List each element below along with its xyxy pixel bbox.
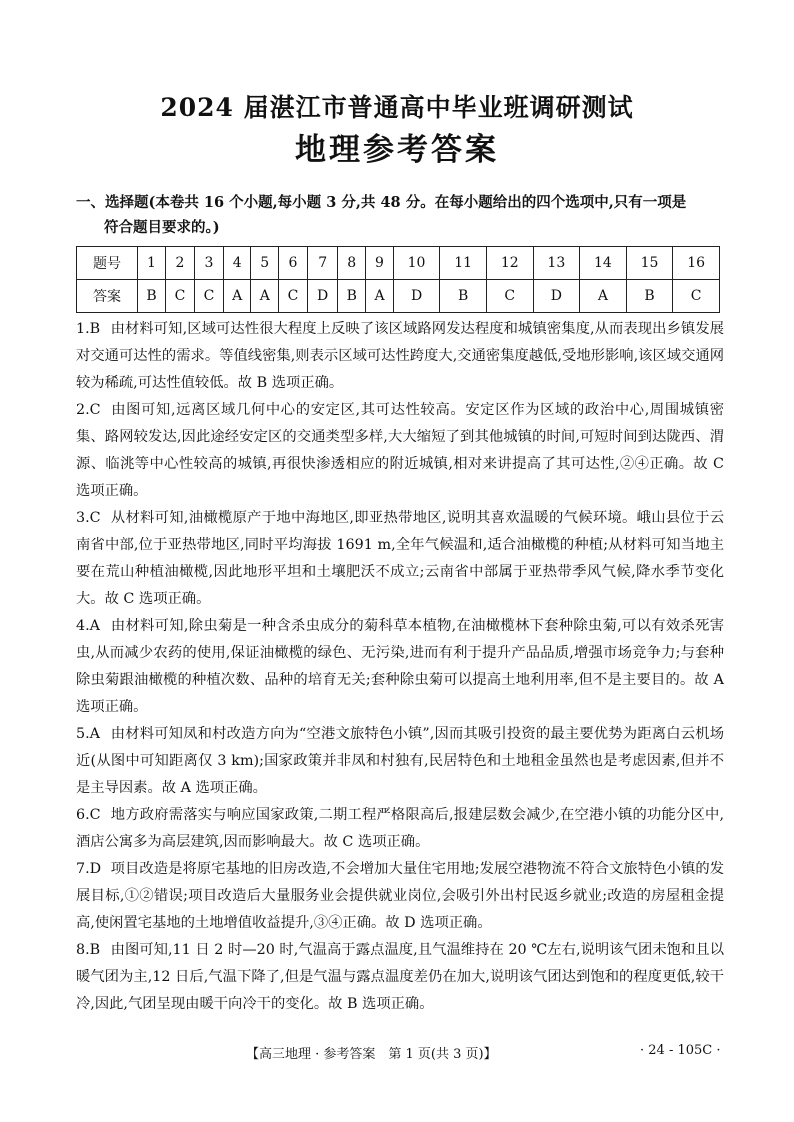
explanation-item [76,802,724,856]
item-number: 8.B [76,942,101,958]
item-text: 由材料可知,除虫菊是一种含杀虫成分的菊科草本植物,在油橄榄林下套种除虫菊,可以有效杀死害虫,从而减少农药的使用,保证油橄榄的绿色、无污染,进而有利于提升产品品质,增强市场竞争力;与套种除虫菊跟油橄榄的种植次数、品种的培育无关;套种除虫菊可以提高土地利用率,但不是主要目的。故 A 选项正确。 [76,618,724,715]
answer-cell: B [338,280,366,313]
row-label-answer: 答案 [77,280,138,313]
answer-cell: A [251,280,279,313]
question-number: 8 [338,247,366,280]
question-number: 9 [366,247,394,280]
document-subtitle: 地理参考答案 [295,132,499,168]
item-number: 1.B [76,321,101,337]
item-text: 地方政府需落实与响应国家政策,二期工程严格限高后,报建层数会减少,在空港小镇的功能分区中,酒店公寓多为高层建筑,因而影响最大。故 C 选项正确。 [76,807,724,850]
answer-cell: C [673,280,720,313]
item-text: 由材料可知,区域可达性很大程度上反映了该区域路网发达程度和城镇密集度,从而表现出乡镇发展对交通可达性的需求。等值线密集,则表示区域可达性跨度大,交通密集度越低,受地形影响,该区域交通网较为稀疏,可达性值较低。故 B 选项正确。 [76,321,724,391]
section-heading [76,190,726,240]
answer-row [77,280,720,313]
explanation-list [76,316,724,1018]
item-number: 6.C [76,807,101,823]
item-text: 从材料可知,油橄榄原产于地中海地区,即亚热带地区,说明其喜欢温暖的气候环境。峨山县位于云南省中部,位于亚热带地区,同时平均海拔 1691 m,全年气候温和,适合油橄榄的种植;从材料可知当地主要在荒山种植油橄榄,因此地形平坦和土壤肥沃不成立;云南省中部属于亚热带季风气候,降水季节变化大。故 C 选项正确。 [76,510,724,607]
explanation-item [76,316,724,397]
item-text: 由材料可知凤和村改造方向为“空港文旅特色小镇”,因而其吸引投资的最主要优势为距离白云机场近(从图中可知距离仅 3 km);国家政策并非凤和村独有,民居特色和土地租金虽然也是考虑因素,但并不是主导因素。故 A 选项正确。 [76,726,724,796]
answer-cell: B [626,280,673,313]
question-number: 7 [308,247,338,280]
answer-cell: C [486,280,533,313]
document-title: 2024 届湛江市普通高中毕业班调研测试 [160,93,634,122]
question-number: 2 [165,247,194,280]
explanation-item [76,613,724,721]
answer-cell: A [223,280,251,313]
question-number: 11 [440,247,487,280]
answer-cell: D [533,280,580,313]
item-text: 项目改造是将原宅基地的旧房改造,不会增加大量住宅用地;发展空港物流不符合文旅特色小镇的发展目标,①②错误;项目改造后大量服务业会提供就业岗位,会吸引外出村民返乡就业;改造的房屋租金提高,使闲置宅基地的土地增值收益提升,③④正确。故 D 选项正确。 [76,861,725,931]
question-number: 15 [626,247,673,280]
answer-cell: C [194,280,223,313]
question-number: 6 [279,247,308,280]
answer-cell: A [366,280,394,313]
explanation-item [76,721,724,802]
answer-cell: D [393,280,440,313]
question-number: 13 [533,247,580,280]
item-number: 5.A [76,726,100,742]
item-text: 由图可知,11 日 2 时—20 时,气温高于露点温度,且气温维持在 20 ℃左右,说明该气团未饱和且以暖气团为主,12 日后,气温下降了,但是气温与露点温度差仍在加大,说明该气团达到饱和的程度更低,较干冷,因此,气团呈现由暖干向冷干的变化。故 B 选项正确。 [76,942,725,1012]
question-number-row [77,247,720,280]
answer-cell: A [580,280,627,313]
item-number: 4.A [76,618,100,634]
row-label-question: 题号 [77,247,138,280]
item-text: 由图可知,远离区域几何中心的安定区,其可达性较高。安定区作为区域的政治中心,周围城镇密集、路网较发达,因此途经安定区的交通类型多样,大大缩短了到其他城镇的时间,可短时间到达陇西、渭源、临洮等中心性较高的城镇,再很快渗透相应的附近城镇,相对来讲提高了其可达性,②④正确。故 C 选项正确。 [76,402,724,499]
section-heading-line2: 符合题目要求的。) [104,219,220,236]
footer-code: · 24 - 105C · [640,1043,721,1058]
question-number: 4 [223,247,251,280]
question-number: 10 [393,247,440,280]
answer-cell: C [165,280,194,313]
explanation-item [76,937,724,1018]
answer-cell: D [308,280,338,313]
question-number: 14 [580,247,627,280]
answer-table [76,246,720,313]
section-heading-line1: 一、选择题(本卷共 16 个小题,每小题 3 分,共 48 分。在每小题给出的四个选项中,只有一项是 [76,194,687,211]
explanation-item [76,505,724,613]
explanation-item [76,397,724,505]
item-number: 7.D [76,861,102,877]
answer-cell: B [138,280,166,313]
item-number: 3.C [76,510,101,526]
explanation-item [76,856,724,937]
question-number: 16 [673,247,720,280]
answer-cell: B [440,280,487,313]
answer-cell: C [279,280,308,313]
item-number: 2.C [76,402,101,418]
question-number: 12 [486,247,533,280]
footer-page-info: 【高三地理 · 参考答案 第 1 页(共 3 页)】 [246,1047,497,1062]
question-number: 1 [138,247,166,280]
question-number: 3 [194,247,223,280]
question-number: 5 [251,247,279,280]
